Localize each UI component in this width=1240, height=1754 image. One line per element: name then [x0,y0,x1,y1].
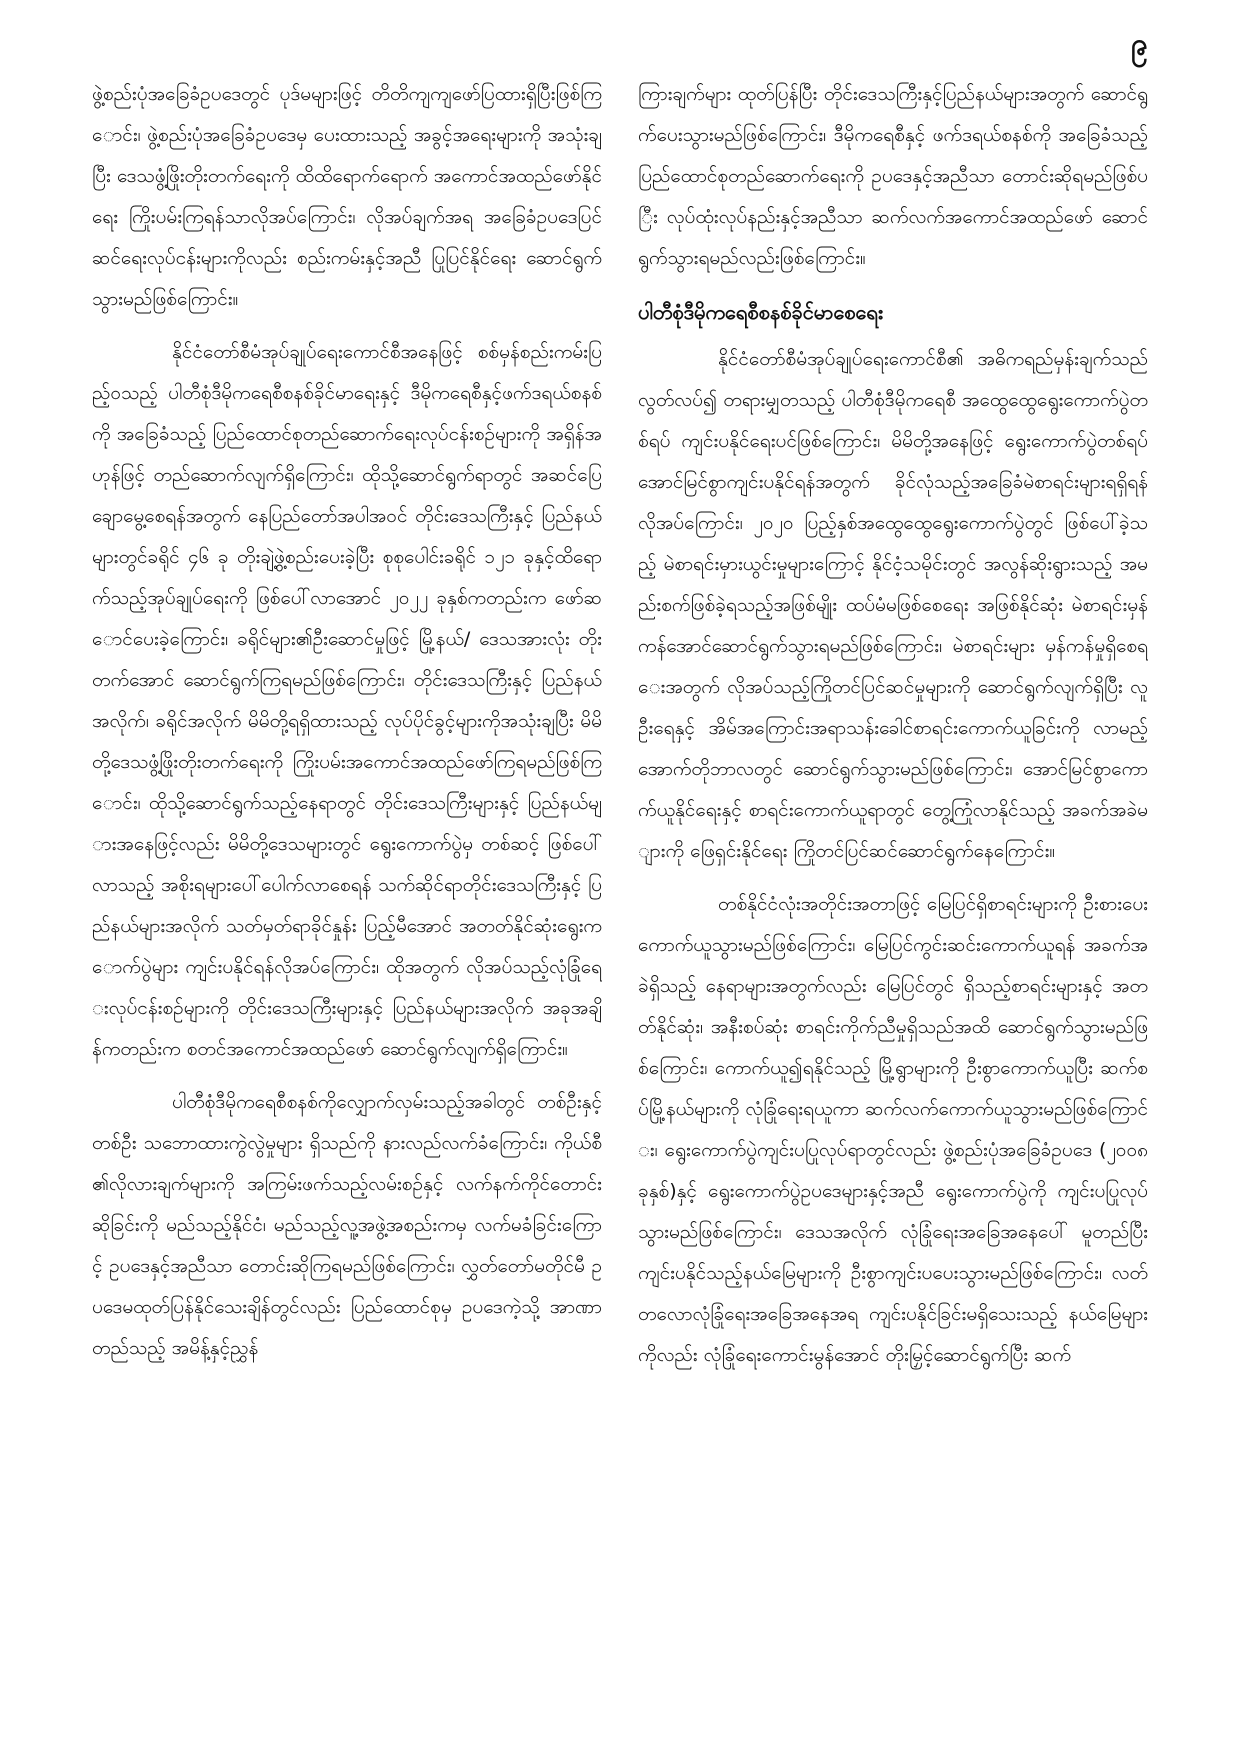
right-paragraph-2: တစ်နိုင်ငံလုံးအတိုင်းအတာဖြင့် မြေပြင်ရှိစာရင်းများကို ဦးစားပေးကောက်ယူသွားမည်ဖြစ်ကြောင်း၊ မြေပြင်ကွင်းဆင်းကောက်ယူရန် အခက်အခဲရှိသည့် နေရာများအတွက်လည်း မြေပြင်တွင် ရှိသည့်စာရင်းများနှင့် အတတ်နိုင်ဆုံး၊ အနီးစပ်ဆုံး စာရင်းကိုက်ညီမှုရှိသည်အထိ ဆောင်ရွက်သွားမည်ဖြစ်ကြောင်း၊ ကောက်ယူ၍ရနိုင်သည့် မြို့ရွာများကို ဦးစွာကောက်ယူပြီး ဆက်စပ်မြို့နယ်များကို လုံခြုံရေးရယူကာ ဆက်လက်ကောက်ယူသွားမည်ဖြစ်ကြောင်း၊ ရွေးကောက်ပွဲကျင်းပပြုလုပ်ရာတွင်လည်း ဖွဲ့စည်းပုံအခြေခံဥပဒေ (၂၀၀၈ ခုနှစ်)နှင့် ရွေးကောက်ပွဲဥပဒေများနှင့်အညီ ရွေးကောက်ပွဲကို ကျင်းပပြုလုပ်သွားမည်ဖြစ်ကြောင်း၊ ဒေသအလိုက် လုံခြုံရေးအခြေအနေပေါ် မူတည်ပြီး ကျင်းပနိုင်သည့်နယ်မြေများကို ဦးစွာကျင်းပပေးသွားမည်ဖြစ်ကြောင်း၊ လတ်တလောလုံခြုံရေးအခြေအနေအရ ကျင်းပနိုင်ခြင်းမရှိသေးသည့် နယ်မြေများကိုလည်း လုံခြုံရေးကောင်းမွန်အောင် တိုးမြှင့်ဆောင်ရွက်ပြီး ဆက် [638,893,1148,1366]
right-column [638,74,1148,1714]
article-body [92,74,1148,1714]
section-heading: ပါတီစုံဒီမိုကရေစီစနစ်ခိုင်မာစေရေး [638,300,883,324]
left-paragraph-3: ပါတီစုံဒီမိုကရေစီစနစ်ကိုလျှောက်လှမ်းသည့်အခါတွင် တစ်ဦးနှင့်တစ်ဦး သဘောထားကွဲလွဲမှုများ ရှိသည်ကို နားလည်လက်ခံကြောင်း၊ ကိုယ်စီ၏လိုလားချက်များကို အကြမ်းဖက်သည့်လမ်းစဉ်နှင့် လက်နက်ကိုင်တောင်းဆိုခြင်းကို မည်သည့်နိုင်ငံ၊ မည်သည့်လူ့အဖွဲ့အစည်းကမှ လက်မခံခြင်းကြောင့် ဥပဒေနှင့်အညီသာ တောင်းဆိုကြရမည်ဖြစ်ကြောင်း၊ လွှတ်တော်မတိုင်မီ ဥပဒေမထုတ်ပြန်နိုင်သေးချိန်တွင်လည်း ပြည်ထောင်စုမှ ဥပဒေကဲ့သို့ အာဏာတည်သည့် အမိန့်နှင့်ညွှန် [92,1091,602,1359]
right-paragraph-1: နိုင်ငံတော်စီမံအုပ်ချုပ်ရေးကောင်စီ၏ အဓိကရည်မှန်းချက်သည် လွတ်လပ်၍ တရားမျှတသည့် ပါတီစုံဒီမိုကရေစီ အထွေထွေရွေးကောက်ပွဲတစ်ရပ် ကျင်းပနိုင်ရေးပင်ဖြစ်ကြောင်း၊ မိမိတို့အနေဖြင့် ရွေးကောက်ပွဲတစ်ရပ် အောင်မြင်စွာကျင်းပနိုင်ရန်အတွက် ခိုင်လုံသည့်အခြေခံမဲစာရင်းများရရှိရန် လိုအပ်ကြောင်း၊ ၂၀၂၀ ပြည့်နှစ်အထွေထွေရွေးကောက်ပွဲတွင် ဖြစ်ပေါ်ခဲ့သည့် မဲစာရင်းမှားယွင်းမှုများကြောင့် နိုင်ငံ့သမိုင်းတွင် အလွန်ဆိုးရွားသည့် အမည်းစက်ဖြစ်ခဲ့ရသည့်အဖြစ်မျိုး ထပ်မံမဖြစ်စေရေး အဖြစ်နိုင်ဆုံး မဲစာရင်းမှန်ကန်အောင်ဆောင်ရွက်သွားရမည်ဖြစ်ကြောင်း၊ မဲစာရင်းများ မှန်ကန်မှုရှိစေရေးအတွက် လိုအပ်သည့်ကြိုတင်ပြင်ဆင်မှုများကို ဆောင်ရွက်လျက်ရှိပြီး လူဦးရေနှင့် အိမ်အကြောင်းအရာသန်းခေါင်စာရင်းကောက်ယူခြင်းကို လာမည့်အောက်တိုဘာလတွင် ဆောင်ရွက်သွားမည်ဖြစ်ကြောင်း၊ အောင်မြင်စွာကောက်ယူနိုင်ရေးနှင့် စာရင်းကောက်ယူရာတွင် တွေ့ကြုံလာနိုင်သည့် အခက်အခဲများကို ဖြေရှင်းနိုင်ရေး ကြိုတင်ပြင်ဆင်ဆောင်ရွက်နေကြောင်း။ [638,348,1148,862]
page-number: ၉ [1131,27,1148,62]
left-paragraph-2: နိုင်ငံတော်စီမံအုပ်ချုပ်ရေးကောင်စီအနေဖြင့် စစ်မှန်စည်းကမ်းပြည့်ဝသည့် ပါတီစုံဒီမိုကရေစီစနစ်ခိုင်မာရေးနှင့် ဒီမိုကရေစီနှင့်ဖက်ဒရယ်စနစ်ကို အခြေခံသည့် ပြည်ထောင်စုတည်ဆောက်ရေးလုပ်ငန်းစဉ်များကို အရှိန်အဟုန်ဖြင့် တည်ဆောက်လျက်ရှိကြောင်း၊ ထိုသို့ဆောင်ရွက်ရာတွင် အဆင်ပြေချောမွေ့စေရန်အတွက် နေပြည်တော်အပါအဝင် တိုင်းဒေသကြီးနှင့် ပြည်နယ်များတွင်ခရိုင် ၄၆ ခု တိုးချဲ့ဖွဲ့စည်းပေးခဲ့ပြီး စုစုပေါင်းခရိုင် ၁၂၁ ခုနှင့်ထိရောက်သည့်အုပ်ချုပ်ရေးကို ဖြစ်ပေါ်လာအောင် ၂၀၂၂ ခုနှစ်ကတည်းက ဖော်ဆောင်ပေးခဲ့ကြောင်း၊ ခရိုင်များ၏ဦးဆောင်မှုဖြင့် မြို့နယ်/ ဒေသအားလုံး တိုးတက်အောင် ဆောင်ရွက်ကြရမည်ဖြစ်ကြောင်း၊ တိုင်းဒေသကြီးနှင့် ပြည်နယ်အလိုက်၊ ခရိုင်အလိုက် မိမိတို့ရရှိထားသည့် လုပ်ပိုင်ခွင့်များကိုအသုံးချပြီး မိမိတို့ဒေသဖွံ့ဖြိုးတိုးတက်ရေးကို ကြိုးပမ်းအကောင်အထည်ဖော်ကြရမည်ဖြစ်ကြောင်း၊ ထိုသို့ဆောင်ရွက်သည့်နေရာတွင် တိုင်းဒေသကြီးများနှင့် ပြည်နယ်များအနေဖြင့်လည်း မိမိတို့ဒေသများတွင် ရွေးကောက်ပွဲမှ တစ်ဆင့် ဖြစ်ပေါ်လာသည့် အစိုးရများပေါ်ပေါက်လာစေရန် သက်ဆိုင်ရာတိုင်းဒေသကြီးနှင့် ပြည်နယ်များအလိုက် သတ်မှတ်ရာခိုင်နှုန်း ပြည့်မီအောင် အတတ်နိုင်ဆုံးရွေးကောက်ပွဲများ ကျင်းပနိုင်ရန်လိုအပ်ကြောင်း၊ ထိုအတွက် လိုအပ်သည့်လုံခြုံရေးလုပ်ငန်းစဉ်များကို တိုင်းဒေသကြီးများနှင့် ပြည်နယ်များအလိုက် အခုအချိန်ကတည်းက စတင်အကောင်အထည်ဖော် ဆောင်ရွက်လျက်ရှိကြောင်း။ [92,341,602,1060]
left-paragraph-1: ဖွဲ့စည်းပုံအခြေခံဥပဒေတွင် ပုဒ်မများဖြင့် တိတိကျကျဖော်ပြထားရှိပြီးဖြစ်ကြောင်း၊ ဖွဲ့စည်းပုံအခြေခံဥပဒေမှ ပေးထားသည့် အခွင့်အရေးများကို အသုံးချပြီး ဒေသဖွံ့ဖြိုးတိုးတက်ရေးကို ထိထိရောက်ရောက် အကောင်အထည်ဖော်နိုင်ရေး ကြိုးပမ်းကြရန်သာလိုအပ်ကြောင်း၊ လိုအပ်ချက်အရ အခြေခံဥပဒေပြင်ဆင်ရေးလုပ်ငန်းများကိုလည်း စည်းကမ်းနှင့်အညီ ပြုပြင်နိုင်ရေး ဆောင်ရွက်သွားမည်ဖြစ်ကြောင်း။ [92,83,602,310]
right-intro-paragraph: ကြားချက်များ ထုတ်ပြန်ပြီး တိုင်းဒေသကြီးနှင့်ပြည်နယ်များအတွက် ဆောင်ရွက်ပေးသွားမည်ဖြစ်ကြောင်း၊ ဒီမိုကရေစီနှင့် ဖက်ဒရယ်စနစ်ကို အခြေခံသည့် ပြည်ထောင်စုတည်ဆောက်ရေးကို ဥပဒေနှင့်အညီသာ တောင်းဆိုရမည်ဖြစ်ပြီး လုပ်ထုံးလုပ်နည်းနှင့်အညီသာ ဆက်လက်အကောင်အထည်ဖော် ဆောင်ရွက်သွားရမည်လည်းဖြစ်ကြောင်း။ [638,83,1148,269]
left-column [92,74,602,1714]
